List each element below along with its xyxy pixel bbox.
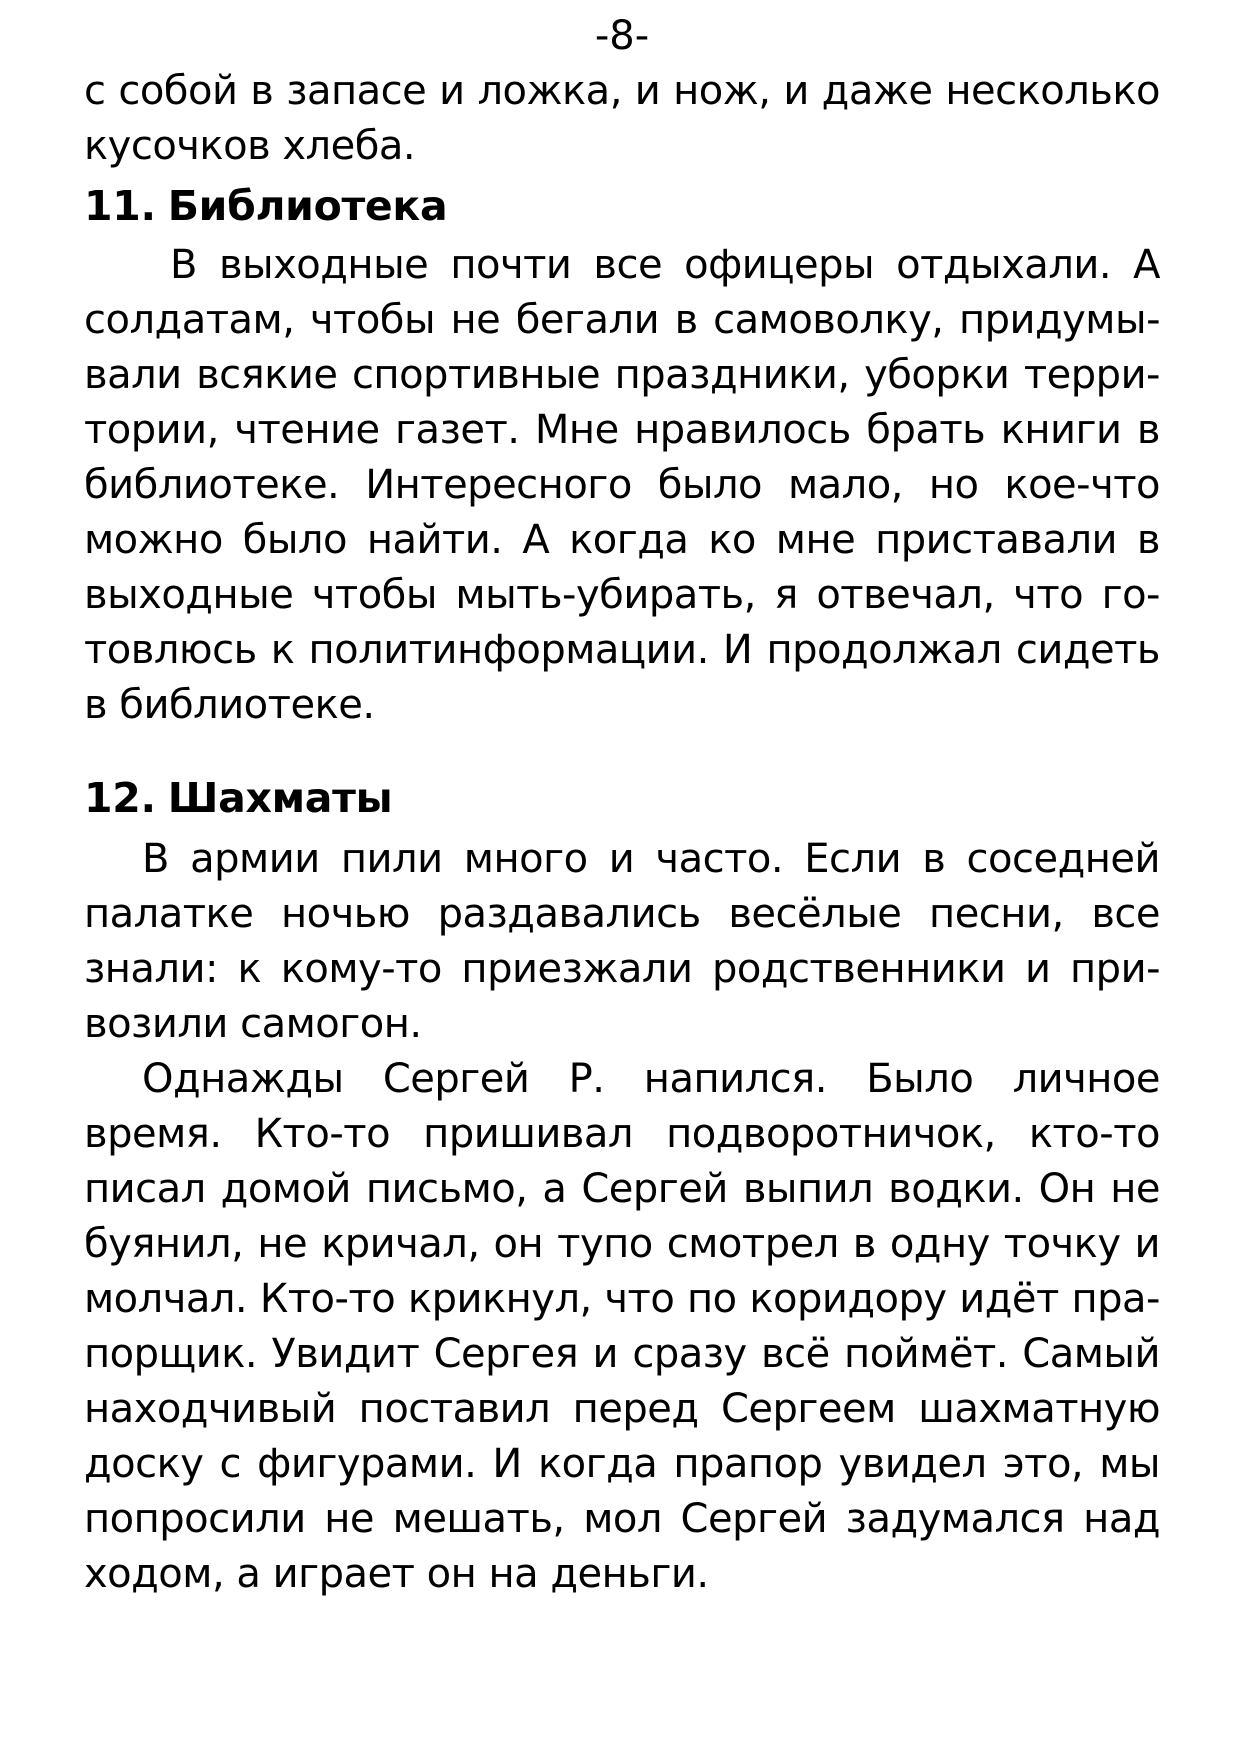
text-line: можно было найти. А когда ко мне приставали в bbox=[84, 517, 1160, 563]
section-number: 12. bbox=[84, 774, 156, 822]
text-line: тории, чтение газет. Мне нравилось брать книги в bbox=[84, 407, 1160, 453]
text-line: время. Кто-то пришивал подворотничок, кто-то bbox=[84, 1111, 1160, 1157]
text-line: выходные чтобы мыть-убирать, я отвечал, что го- bbox=[84, 572, 1160, 618]
text-line: молчал. Кто-то крикнул, что по коридору идёт пра- bbox=[84, 1276, 1160, 1322]
text-line: возили самогон. bbox=[84, 1001, 422, 1047]
text-line: кусочков хлеба. bbox=[84, 123, 416, 169]
text-line: находчивый поставил перед Сергеем шахматную bbox=[84, 1386, 1160, 1432]
text-line: Однажды Сергей Р. напился. Было личное bbox=[142, 1056, 1160, 1102]
chess-paragraph-1 bbox=[84, 832, 1160, 1052]
text-line: солдатам, чтобы не бегали в самоволку, придумы- bbox=[84, 297, 1160, 343]
text-line: доску с фигурами. И когда прапор увидел это, мы bbox=[84, 1441, 1160, 1487]
section-heading-chess bbox=[84, 770, 1160, 826]
text-line: буянил, не кричал, он тупо смотрел в одну точку и bbox=[84, 1221, 1160, 1267]
text-line: писал домой письмо, а Сергей выпил водки. Он не bbox=[84, 1166, 1160, 1212]
text-line: библиотеке. Интересного было мало, но кое-что bbox=[84, 462, 1160, 508]
text-line: попросили не мешать, мол Сергей задумался над bbox=[84, 1496, 1160, 1542]
page-number: -8- bbox=[594, 13, 650, 59]
library-paragraph bbox=[84, 238, 1160, 733]
section-title: Библиотека bbox=[167, 182, 448, 230]
text-line: с собой в запасе и ложка, и нож, и даже несколько bbox=[84, 68, 1160, 114]
intro-paragraph bbox=[84, 64, 1160, 174]
text-line: в библиотеке. bbox=[84, 682, 375, 728]
text-line: знали: к кому-то приезжали родственники и при- bbox=[84, 946, 1160, 992]
text-line: В выходные почти все офицеры отдыхали. А bbox=[170, 242, 1160, 288]
chess-paragraph-2 bbox=[84, 1052, 1160, 1602]
text-line: В армии пили много и часто. Если в соседней bbox=[142, 836, 1160, 882]
section-number: 11. bbox=[84, 182, 156, 230]
section-heading-library bbox=[84, 178, 1160, 234]
text-line: палатке ночью раздавались весёлые песни, все bbox=[84, 891, 1160, 937]
section-title: Шахматы bbox=[167, 774, 393, 822]
text-line: вали всякие спортивные праздники, уборки терри- bbox=[84, 352, 1160, 398]
text-line: порщик. Увидит Сергея и сразу всё поймёт. Самый bbox=[84, 1331, 1160, 1377]
text-line: товлюсь к политинформации. И продолжал сидеть bbox=[84, 627, 1160, 673]
text-line: ходом, а играет он на деньги. bbox=[84, 1551, 709, 1597]
